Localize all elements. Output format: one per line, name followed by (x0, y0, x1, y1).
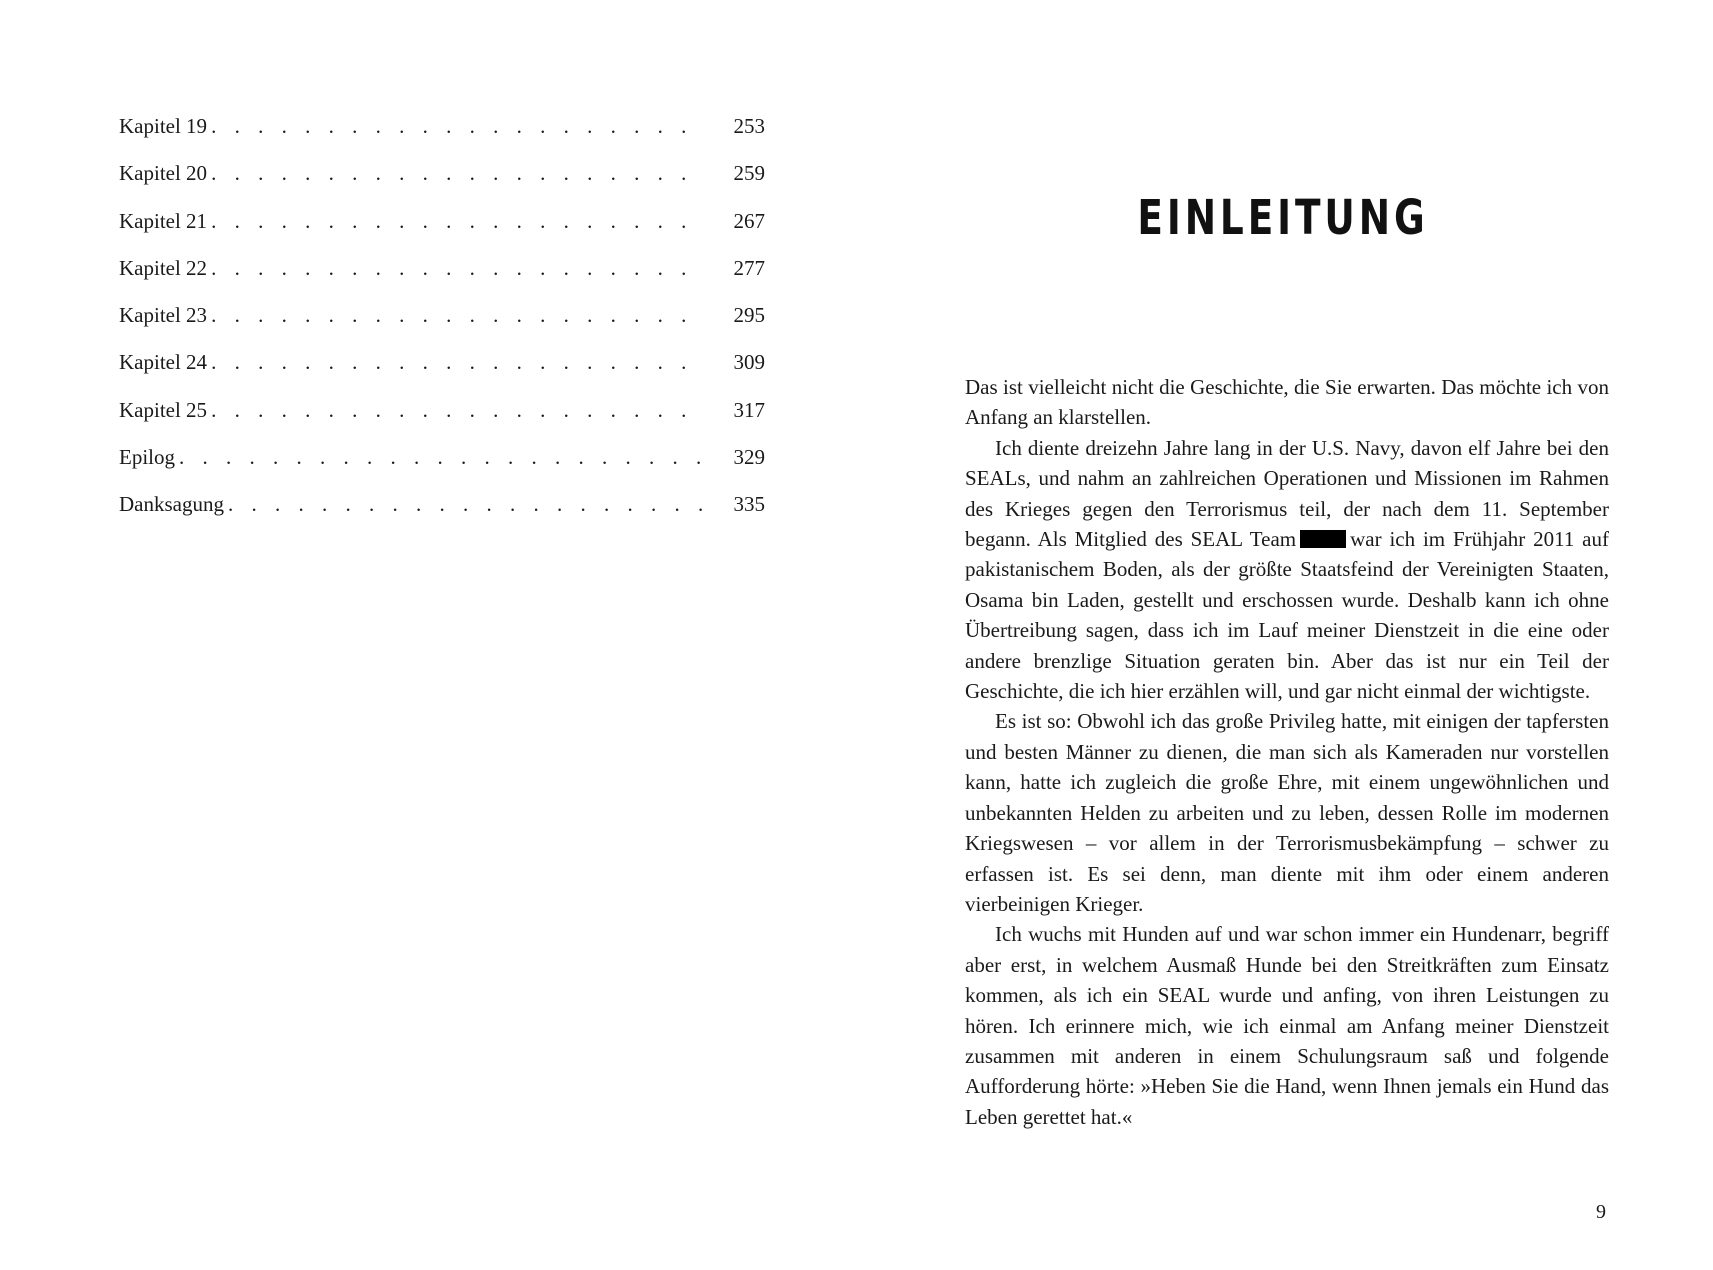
toc-entry-label: Kapitel 23 (119, 303, 208, 328)
toc-entry-label: Kapitel 24 (119, 350, 208, 375)
toc-entry-label: Kapitel 25 (119, 397, 208, 422)
toc-entry-page: 329 (733, 445, 765, 470)
toc-dot-leader (211, 161, 703, 186)
toc-entry-label: Danksagung (119, 492, 224, 517)
paragraph-text: Ich diente dreizehn Jahre lang in der U.S. Navy, davon elf Jahre bei den SEALs, und nahm an zahlreichen Operationen und Missionen im Rahmen des Krieges gegen den Terrorismus teil, der nach dem 11. September begann. Als Mitglied des SEAL Team (965, 435, 1609, 552)
toc-entry-label: Kapitel 20 (119, 161, 208, 186)
toc-dot-leader (211, 114, 703, 139)
toc-dot-leader (211, 303, 703, 328)
paragraph: Ich wuchs mit Hunden auf und war schon immer ein Hundenarr, begriff aber erst, in welchem Ausmaß Hunde bei den Streitkräften zum Einsatz kommen, als ich ein SEAL wurde und anfing, von ihren Leistungen zu hören. Ich erinnere mich, wie ich einmal am Anfang meiner Dienstzeit zusammen mit anderen in einem Schulungsraum saß und folgende Aufforderung hörte: »Heben Sie die Hand, wenn Ihnen jemals ein Hund das Leben gerettet hat.« (965, 922, 1609, 1129)
toc-entry-label: Epilog (119, 445, 175, 470)
toc-entry-page: 317 (733, 397, 765, 422)
toc-entry (119, 114, 765, 161)
toc-entry (119, 492, 765, 539)
table-of-contents (119, 114, 765, 540)
toc-entry-page: 309 (733, 350, 765, 375)
toc-dot-leader (211, 350, 703, 375)
toc-dot-leader (179, 445, 703, 470)
toc-entry (119, 445, 765, 492)
toc-entry (119, 161, 765, 208)
paragraph (965, 433, 1609, 707)
paragraph: Es ist so: Obwohl ich das große Privileg hatte, mit einigen der tapfersten und besten Männer zu dienen, die man sich als Kameraden nur vorstellen kann, hatte ich zugleich die große Ehre, mit einem ungewöhnlichen und unbekannten Helden zu arbeiten und zu leben, dessen Rolle im modernen Kriegswesen – vor allem in der Terrorismusbekämpfung – schwer zu erfassen ist. Es sei denn, man diente mit ihm oder einem anderen vierbeinigen Krieger. (965, 709, 1609, 916)
toc-dot-leader (211, 398, 703, 423)
toc-entry-page: 277 (733, 255, 765, 280)
toc-entry-page: 295 (733, 303, 765, 328)
toc-entry (119, 303, 765, 350)
toc-entry-page: 259 (733, 161, 765, 186)
chapter-body (965, 372, 1609, 1132)
toc-dot-leader (211, 256, 703, 281)
toc-dot-leader (211, 209, 703, 234)
toc-entry (119, 350, 765, 397)
toc-dot-leader (228, 492, 703, 517)
toc-entry-label: Kapitel 21 (119, 208, 208, 233)
chapter-title: EINLEITUNG (1137, 190, 1429, 246)
paragraph-text: war ich im Frühjahr 2011 auf pakistanischem Boden, als der größte Staatsfeind der Vereinigten Staaten, Osama bin Laden, gestellt und erschossen wurde. Deshalb kann ich ohne Übertreibung sagen, dass ich im Lauf meiner Dienstzeit in die eine oder andere brenzlige Situation geraten bin. Aber das ist nur ein Teil der Geschichte, die ich hier erzählen will, und gar nicht einmal der wichtigste. (965, 527, 1609, 704)
toc-entry (119, 398, 765, 445)
toc-entry-label: Kapitel 19 (119, 114, 208, 138)
toc-entry (119, 209, 765, 256)
toc-entry-page: 335 (733, 492, 765, 517)
toc-entry-page: 253 (733, 114, 765, 138)
toc-entry-label: Kapitel 22 (119, 255, 208, 280)
toc-entry (119, 256, 765, 303)
page-number: 9 (1596, 1201, 1606, 1223)
redaction-bar (1300, 530, 1346, 548)
paragraph: Das ist vielleicht nicht die Geschichte, die Sie erwarten. Das möchte ich von Anfang an klarstellen. (965, 375, 1609, 430)
toc-entry-page: 267 (733, 208, 765, 233)
left-page (0, 0, 856, 1270)
